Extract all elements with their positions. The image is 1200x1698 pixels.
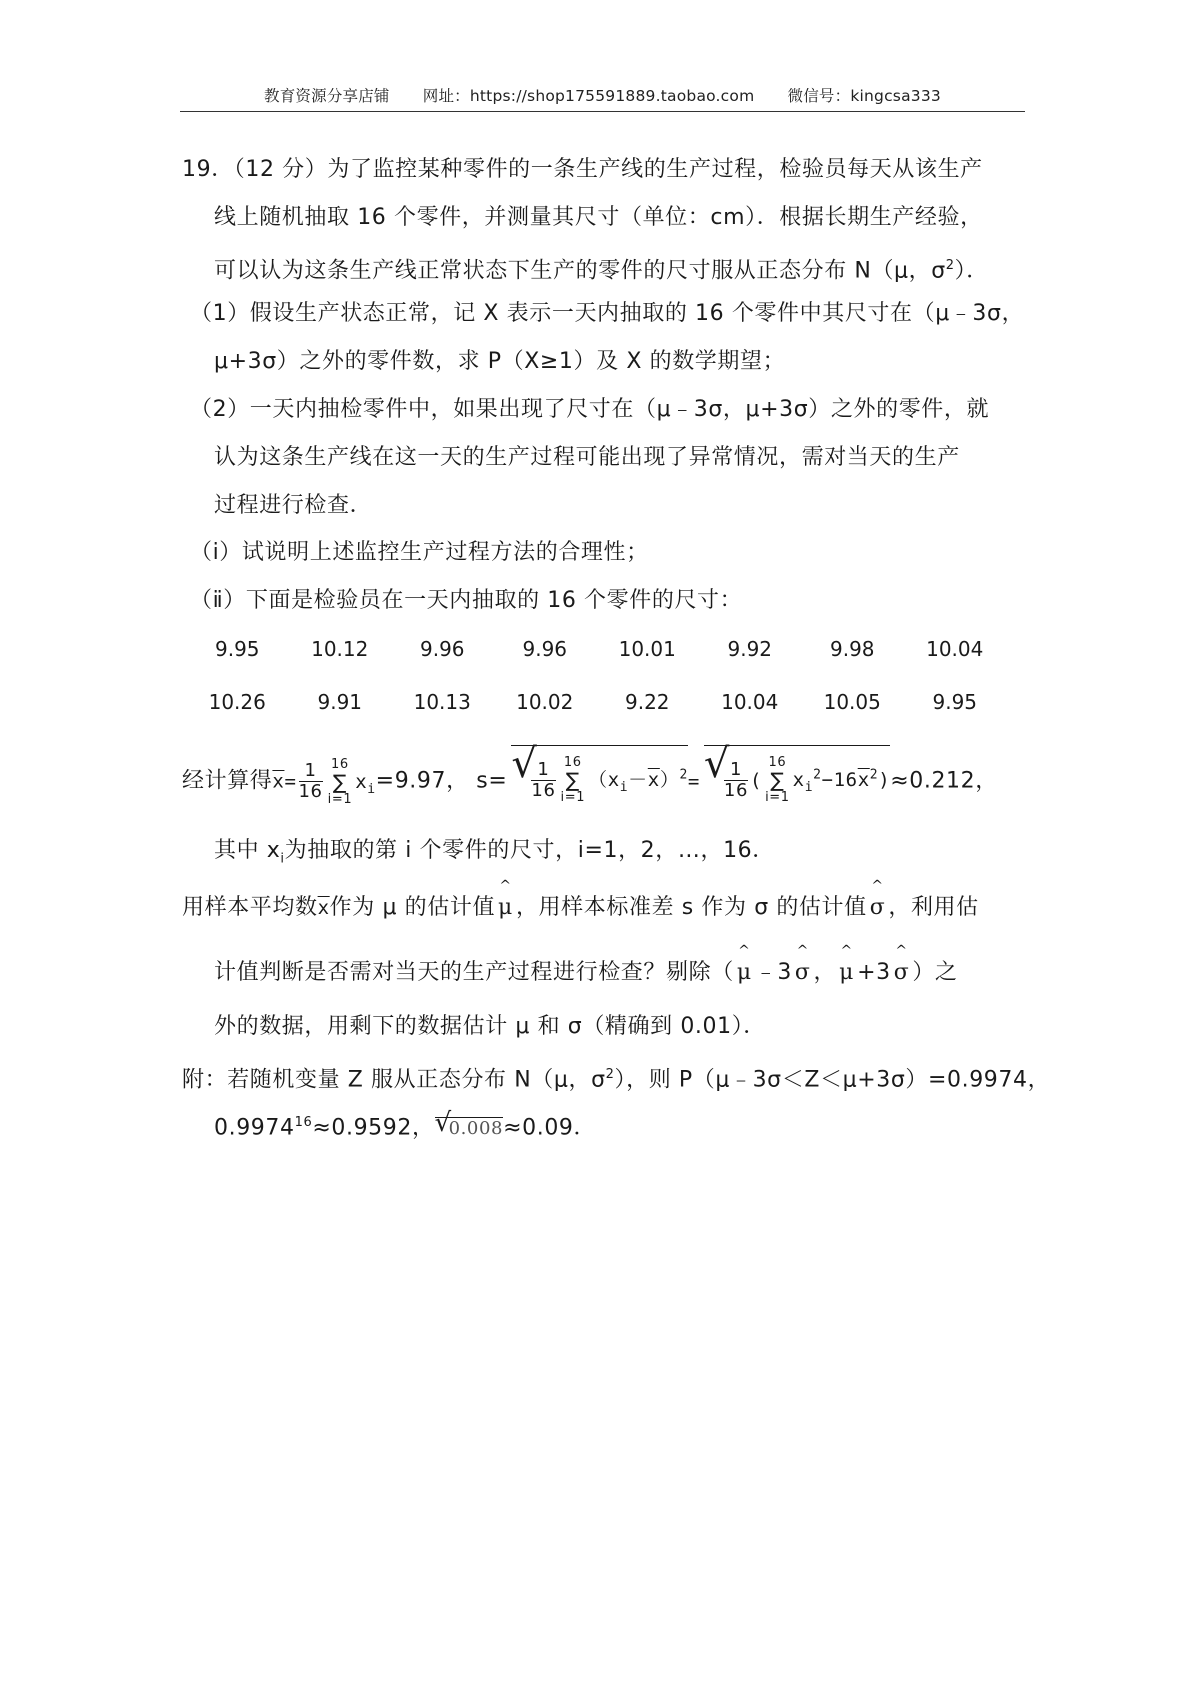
measurement-cell: 9.98 <box>829 637 875 661</box>
measurement-cell: 9.22 <box>624 690 670 714</box>
measurement-cell: 10.02 <box>516 690 574 714</box>
part-1-line-2: μ+3σ）之外的零件数，求 P（X≥1）及 X 的数学期望； <box>214 349 786 374</box>
std-dev-alt-radical: √ $\frac{1}{16}$ (16 ∑ $i=1x_i^2-16\overline{x}^2$) <box>704 745 890 818</box>
measurement-cell: 9.95 <box>932 690 978 714</box>
measurement-cell: 9.95 <box>214 637 260 661</box>
sigma-squared: 2 <box>945 258 955 273</box>
mu-hat: ^ μ <box>495 893 516 923</box>
header-site: 网址：https://shop175591889.taobao.com <box>422 87 755 105</box>
measurement-cell: 9.91 <box>317 690 363 714</box>
summation: 16 ∑ i=1 <box>327 756 353 807</box>
measurement-cell: 10.12 <box>311 637 369 661</box>
statistics-formula: 经计算得$\overline{x}=$ $\frac{1}{16}$ 16 ∑ $i=1x_i=9.97$， s= √ $\frac{1}{16}$ 16 ∑ $i=1(x_i-\overline{x})^2=$ √ $\frac{1}{16}$ (16 ∑ $i=1x_i^2-16\overline{x}^2)\approx 0.212$， <box>182 745 998 805</box>
measurement-cell: 10.13 <box>413 690 471 714</box>
one-sixteenth: $\frac{1}{16}$ <box>298 760 323 803</box>
header-wechat: 微信号：kingcsa333 <box>787 87 941 105</box>
std-dev-value: ≈0.212， <box>890 768 998 794</box>
problem-line-3-end: ）． <box>954 258 989 284</box>
x-bar: $\overline{x}$ <box>272 770 285 793</box>
header-shop: 教育资源分享店铺 <box>264 87 390 105</box>
problem-line-3 <box>214 251 989 286</box>
sub-part-i: （ⅰ）试说明上述监控生产过程方法的合理性； <box>190 540 649 565</box>
equals-sign: = <box>284 770 297 793</box>
x-i: $x_i$ <box>355 770 376 797</box>
header-divider <box>180 111 1025 112</box>
page-header <box>180 84 1025 106</box>
measurement-cell: 10.26 <box>208 690 266 714</box>
measurement-cell: 10.01 <box>618 637 676 661</box>
part-2-line-1: （2）一天内抽检零件中，如果出现了尺寸在（μ﹣3σ，μ+3σ）之外的零件，就 <box>190 397 990 422</box>
std-dev-radical: √ $\frac{1}{16}$ 16 ∑ $i=1(x_i-\overline{x})^2$ <box>511 745 687 818</box>
s-label: s= <box>476 768 508 794</box>
measurement-cell: 10.04 <box>926 637 984 661</box>
calc-prefix: 经计算得 <box>182 768 273 794</box>
measurement-cell: 9.96 <box>419 637 465 661</box>
appendix-line-2: $0.9974^{16}\approx 0.9592$， √ 0.008≈0.09． <box>214 1108 596 1143</box>
part-2-line-2: 认为这条生产线在这一天的生产过程可能出现了异常情况，需对当天的生产 <box>214 445 960 470</box>
measurement-row-2 <box>186 690 1006 714</box>
measurement-cell: 10.04 <box>721 690 779 714</box>
problem-line-3-text: 可以认为这条生产线正常状态下生产的零件的尺寸服从正态分布 N（μ，σ <box>214 258 946 284</box>
appendix-line-1: 附：若随机变量 Z 服从正态分布 N（μ，$\sigma^2$），则 P（μ﹣3σ＜Z＜μ+3σ）=0.9974， <box>182 1067 1051 1093</box>
part-1-line-1: （1）假设生产状态正常，记 X 表示一天内抽取的 16 个零件中其尺寸在（μ﹣3σ， <box>190 301 1025 326</box>
rest-line: 外的数据，用剩下的数据估计 μ 和 σ（精确到 0.01）． <box>214 1014 766 1039</box>
sub-part-ii: （ⅱ）下面是检验员在一天内抽取的 16 个零件的尺寸： <box>190 588 743 613</box>
judge-line: 计值判断是否需对当天的生产过程进行检查？剔除（ ^ μ ﹣3 ^ σ ， ^ μ +3 ^ σ ）之 <box>214 958 958 988</box>
estimate-line: 用样本平均数$\overline{x}$作为 μ 的估计值 ^ μ ，用样本标准差 s 作为 σ 的估计值 ^ σ ，利用估 <box>182 893 979 923</box>
problem-line-1: 19．（12 分）为了监控某种零件的一条生产线的生产过程，检验员每天从该生产 <box>182 157 983 182</box>
measurement-cell: 9.92 <box>727 637 773 661</box>
measurement-cell: 9.96 <box>522 637 568 661</box>
where-line: 其中 $x_i$为抽取的第 i 个零件的尺寸，i=1，2，…，16． <box>214 838 775 867</box>
sigma-hat: ^ σ <box>867 893 889 923</box>
part-2-line-3: 过程进行检查． <box>214 493 373 518</box>
measurement-cell: 10.05 <box>823 690 881 714</box>
mean-value: =9.97， <box>375 768 469 794</box>
problem-line-2: 线上随机抽取 16 个零件，并测量其尺寸（单位：cm）．根据长期生产经验， <box>214 205 983 230</box>
measurement-row-1 <box>186 637 1006 661</box>
sqrt-0008: √ 0.008 <box>435 1117 504 1140</box>
